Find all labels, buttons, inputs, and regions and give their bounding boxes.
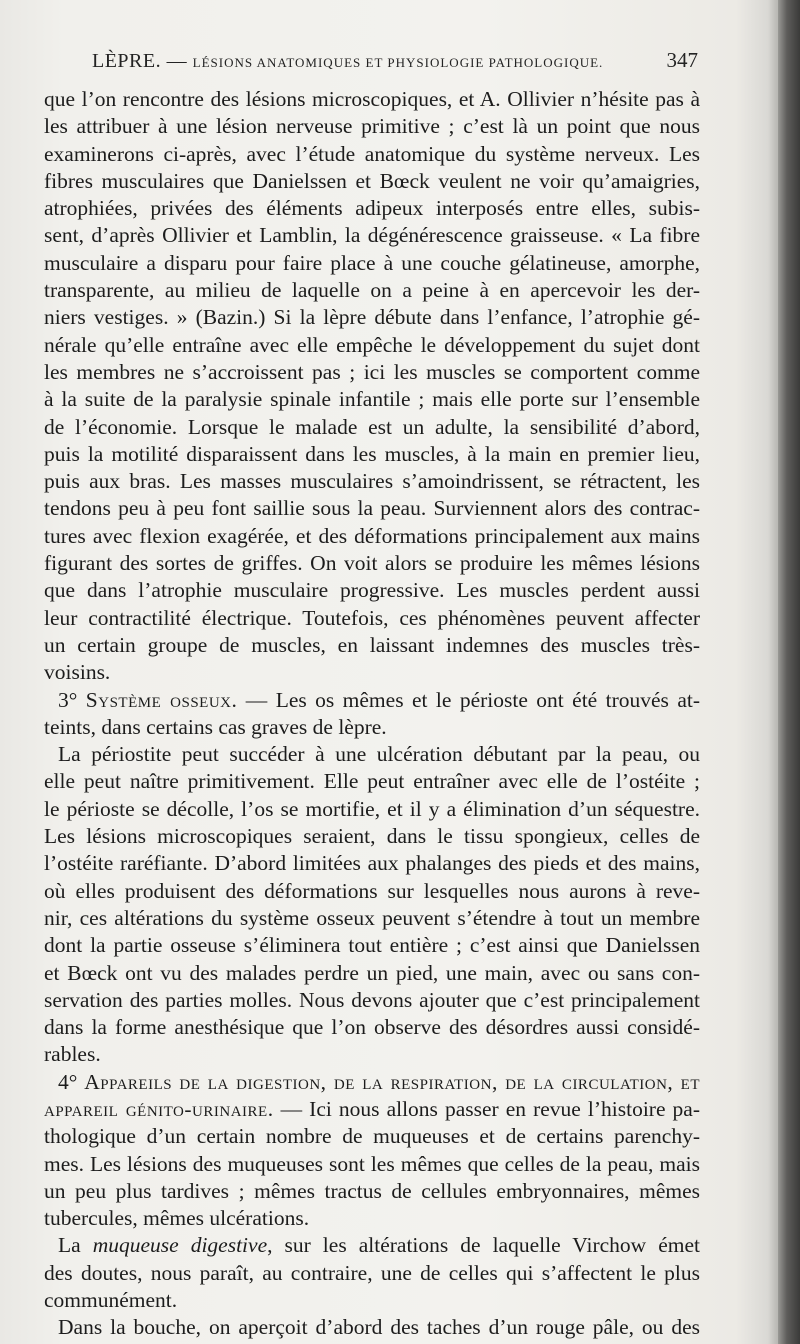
section-3-heading-line: [44, 687, 700, 714]
paragraph-mouth: [44, 1314, 700, 1341]
text-line: servation des parties molles. Nous devons ajouter que c’est principalement: [44, 987, 700, 1012]
text-line: que l’on rencontre des lésions microscopiques, et A. Ollivier n’hésite pas à: [44, 87, 700, 111]
text-line: un peu plus tardives ; mêmes tractus de cellules embryonnaires, mêmes: [44, 1178, 700, 1203]
text-line: tubercules, mêmes ulcérations.: [44, 1206, 310, 1231]
text-line: le périoste se décolle, l’os se mortifie, et il y a élimination d’un séquestre.: [44, 796, 700, 821]
section-heading-cont: appareil génito-urinaire.: [44, 1096, 274, 1121]
text-line: teints, dans certains cas graves de lèpre.: [44, 714, 387, 739]
text-line: rables.: [44, 1042, 101, 1067]
text-line: où elles produisent des déformations sur lesquelles nous aurons à reve-: [44, 878, 700, 903]
text-line: les attribuer à une lésion nerveuse primitive ; c’est là un point que nous: [44, 114, 700, 139]
text-line: Les lésions microscopiques seraient, dans le tissu spongieux, celles de: [44, 824, 700, 849]
text-line: puis la motilité disparaissent dans les muscles, à la main en premier lieu,: [44, 441, 700, 466]
text-line: nérale qu’elle entraîne avec elle empêche le développement du sujet dont: [44, 332, 700, 357]
text-line: La périostite peut succéder à une ulcération débutant par la peau, ou: [58, 742, 700, 767]
text-line: voisins.: [44, 660, 111, 685]
text-line: puis aux bras. Les masses musculaires s’amoindrissent, se rétractent, les: [44, 469, 700, 494]
text-fragment: , sur les altérations de laquelle Virchow émet: [267, 1233, 700, 1258]
section-number: 3°: [58, 687, 78, 712]
running-head-section: LÉSIONS ANATOMIQUES ET PHYSIOLOGIE PATHOLOGIQUE.: [192, 55, 604, 70]
section-number: 4°: [58, 1069, 78, 1094]
running-head-dash: —: [166, 50, 188, 72]
text-line: dont la partie osseuse s’éliminera tout entière ; c’est ainsi que Danielssen: [44, 933, 700, 958]
running-head: [92, 48, 700, 76]
text-line: nir, ces altérations du système osseux peuvent s’étendre à tout un membre: [44, 905, 700, 930]
section-4-apparatus: [44, 1069, 700, 1233]
text-line: examinerons ci-après, avec l’étude anatomique du système nerveux. Les: [44, 141, 700, 166]
section-4-heading-line: [44, 1069, 700, 1096]
text-line: que dans l’atrophie musculaire progressive. Les muscles perdent aussi: [44, 578, 700, 603]
section-heading: Appareils de la digestion, de la respiration, de la circulation, et: [84, 1069, 700, 1094]
paragraph-muscles: [44, 86, 700, 687]
page-number: 347: [666, 48, 698, 72]
text-line: un certain groupe de muscles, en laissant indemnes des muscles très-: [44, 632, 700, 657]
text-fragment: La: [58, 1233, 93, 1258]
text-line: elle peut naître primitivement. Elle peut entraîner avec elle de l’ostéite ;: [44, 769, 700, 794]
body-text: [44, 86, 700, 1342]
section-4-heading-line-2: [44, 1096, 700, 1123]
text-line: tures avec flexion exagérée, et des déformations principalement aux mains: [44, 523, 700, 548]
paragraph-digestive-mucosa: [44, 1232, 700, 1314]
text-line: tendons peu à peu font saillie sous la peau. Surviennent alors des contrac-: [44, 496, 700, 521]
book-binding-shadow: [778, 0, 800, 1344]
italic-term: muqueuse digestive: [92, 1233, 268, 1258]
text-line: dans la forme anesthésique que l’on observe des désordres aussi considé-: [44, 1015, 700, 1040]
text-line: à la suite de la paralysie spinale infantile ; mais elle porte sur l’ensemble: [44, 387, 700, 412]
text-line: l’ostéite raréfiante. D’abord limitées aux phalanges des pieds et des mains,: [44, 851, 700, 876]
text-line: musculaire a disparu pour faire place à une couche gélatineuse, amorphe,: [44, 250, 700, 275]
text-line: figurant des sortes de griffes. On voit alors se produire les mêmes lésions: [44, 551, 700, 576]
running-head-title: LÈPRE.: [92, 50, 162, 72]
section-3-osseous-system: [44, 687, 700, 742]
text-line: atrophiées, privées des éléments adipeux interposés entre elles, subis-: [44, 196, 700, 221]
text-line: et Bœck ont vu des malades perdre un pied, une main, avec ou sans con-: [44, 960, 700, 985]
paragraph-periostitis: [44, 741, 700, 1069]
text-line: transparente, au milieu de laquelle on a peine à en apercevoir les der-: [44, 278, 700, 303]
text-line: de l’économie. Lorsque le malade est un adulte, la sensibilité d’abord,: [44, 414, 700, 439]
text-line: les membres ne s’accroissent pas ; ici les muscles se comportent comme: [44, 359, 700, 384]
text-line: leur contractilité électrique. Toutefois, ces phénomènes peuvent affecter: [44, 605, 700, 630]
text-fragment: — Les os mêmes et le périoste ont été trouvés at-: [237, 687, 700, 712]
text-line: fibres musculaires que Danielssen et Bœck veulent ne voir qu’amaigries,: [44, 168, 700, 193]
text-line: des doutes, nous paraît, au contraire, une de celles qui s’affectent le plus: [44, 1260, 700, 1285]
section-heading: Système osseux.: [85, 687, 238, 712]
running-head-text: [92, 50, 603, 73]
text-line: niers vestiges. » (Bazin.) Si la lèpre débute dans l’enfance, l’atrophie gé-: [44, 305, 700, 330]
text-line: sent, d’après Ollivier et Lamblin, la dégénérescence graisseuse. « La fibre: [44, 223, 700, 248]
text-line: Dans la bouche, on aperçoit d’abord des taches d’un rouge pâle, ou des: [58, 1315, 700, 1340]
text-line: communément.: [44, 1288, 178, 1313]
text-line: thologique d’un certain nombre de muqueuses et de certains parenchy-: [44, 1124, 700, 1149]
text-fragment: — Ici nous allons passer en revue l’histoire pa-: [273, 1096, 700, 1121]
text-line: [44, 1232, 700, 1259]
text-line: mes. Les lésions des muqueuses sont les mêmes que celles de la peau, mais: [44, 1151, 700, 1176]
